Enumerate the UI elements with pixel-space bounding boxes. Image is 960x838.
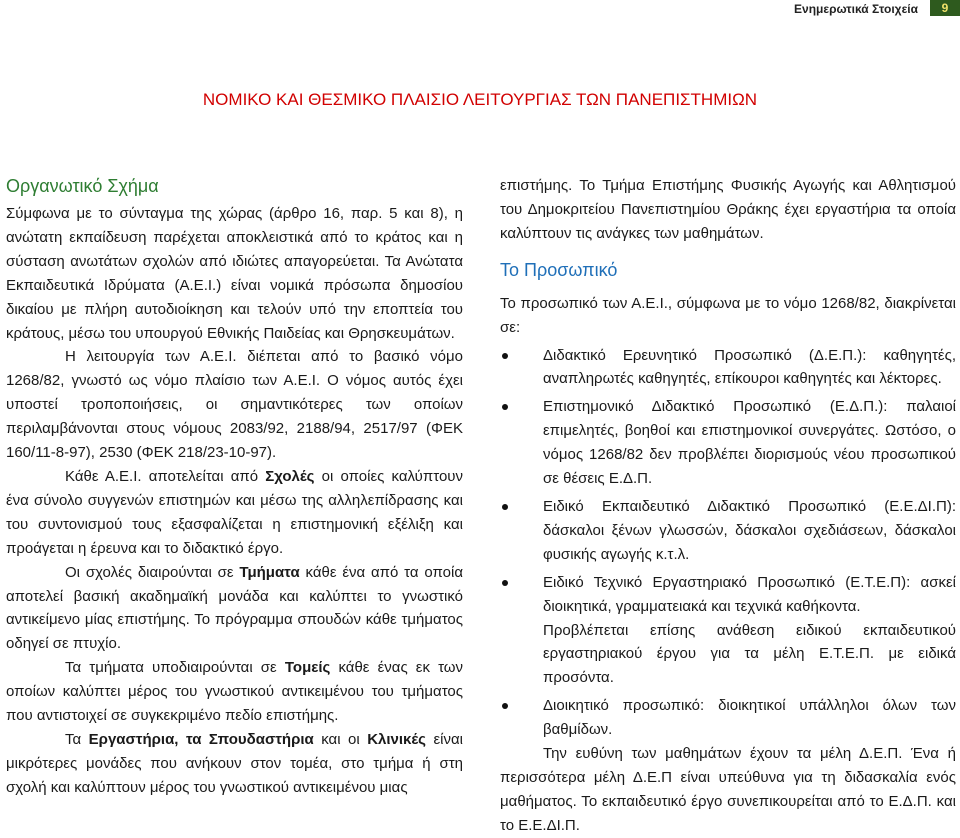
list-item: Ειδικό Τεχνικό Εργαστηριακό Προσωπικό (Ε.Τ.Ε.Π): ασκεί διοικητικά, γραμματειακά και τεχνικά καθήκοντα. Προβλέπεται επίσης ανάθεση ειδικού εκπαιδευτικού εργαστηριακού έργου για τα μέλη Ε.Τ.Ε.Π. με ειδικά προσόντα. [500, 571, 956, 691]
right-column [500, 174, 956, 838]
heading-organizational-scheme: Οργανωτικό Σχήμα [6, 176, 159, 196]
term-schools: Σχολές [265, 467, 315, 485]
term-clinics: Κλινικές [367, 730, 426, 748]
term-labs: Εργαστήρια, τα Σπουδαστήρια [88, 730, 314, 748]
list-item-note: Προβλέπεται επίσης ανάθεση ειδικού εκπαιδευτικού εργαστηριακού έργου για τα μέλη Ε.Τ.Ε.Π. με ειδικά προσόντα. [543, 621, 956, 687]
paragraph-schools: Κάθε Α.Ε.Ι. αποτελείται από Σχολές οι οποίες καλύπτουν ένα σύνολο συγγενών επιστημών και μέσω της αλληλεπίδρασης και του συντονισμού τους εξασφαλίζεται η επιστημονική εξέλιξη και προάγεται η έρευνα και το διδακτικό έργο. [6, 467, 463, 557]
bullet-icon [502, 703, 508, 709]
term-sections: Τομείς [284, 659, 331, 677]
heading-staff: Το Προσωπικό [500, 259, 618, 280]
paragraph-law: Η λειτουργία των Α.Ε.Ι. διέπεται από το βασικό νόμο 1268/82, γνωστό ως νόμο πλαίσιο των Α.Ε.Ι. Ο νόμος αυτός έχει υποστεί τροποποιήσεις, οι σημαντικότερες των οποίων περιλαμβάνονται στους νόμους 2083/92, 2188/94, 2517/97 (ΦΕΚ 160/11-8-97), 2530 (ΦΕΚ 218/23-10-97). [6, 348, 463, 462]
list-item: Διδακτικό Ερευνητικό Προσωπικό (Δ.Ε.Π.): καθηγητές, αναπληρωτές καθηγητές, επίκουροι καθηγητές και λέκτορες. [500, 344, 956, 392]
bullet-icon [502, 504, 508, 510]
page-number: 9 [930, 0, 960, 16]
page-header [794, 0, 960, 18]
paragraph-course-responsibility: Την ευθύνη των μαθημάτων έχουν τα μέλη Δ.Ε.Π. Ένα ή περισσότερα μέλη Δ.Ε.Π είναι υπεύθυνα για τη διδασκαλία ενός μαθήματος. Το εκπαιδευτικό έργο συνεπικουρείται από το Ε.Δ.Π. και το Ε.Ε.ΔΙ.Π. [500, 745, 956, 834]
paragraph-labs: Τα Εργαστήρια, τα Σπουδαστήρια και οι Κλινικές είναι μικρότερες μονάδες που ανήκουν στον τομέα, στο τμήμα ή στη σχολή και καλύπτουν μέρος του γνωστικού αντικειμένου μιας [6, 730, 463, 796]
header-section-title: Ενημερωτικά Στοιχεία [794, 2, 918, 16]
paragraph-staff-intro: Το προσωπικό των Α.Ε.Ι., σύμφωνα με το νόμο 1268/82, διακρίνεται σε: [500, 294, 956, 336]
bullet-icon [502, 580, 508, 586]
paragraph-departments: Οι σχολές διαιρούνται σε Τμήματα κάθε ένα από τα οποία αποτελεί βασική ακαδημαϊκή μονάδα και καλύπτει το γνωστικό αντικείμενο μίας επιστήμης. Το πρόγραμμα σπουδών κάθε τμήματος οδηγεί σε πτυχίο. [6, 563, 463, 653]
list-item: Ειδικό Εκπαιδευτικό Διδακτικό Προσωπικό (Ε.Ε.ΔΙ.Π): δάσκαλοι ξένων γλωσσών, δάσκαλοι σχεδιάσεων, δάσκαλοι φυσικής αγωγής κ.τ.λ. [500, 495, 956, 567]
paragraph-sections: Τα τμήματα υποδιαιρούνται σε Τομείς κάθε ένας εκ των οποίων καλύπτει μέρος του γνωστικού αντικειμένου του τμήματος που αντιστοιχεί σε συγκεκριμένο πεδίο επιστήμης. [6, 659, 464, 725]
left-column [6, 174, 463, 800]
paragraph-constitution: Σύμφωνα με το σύνταγμα της χώρας (άρθρο 16, παρ. 5 και 8), η ανώτατη εκπαίδευση παρέχεται αποκλειστικά από το κράτος και η σύσταση ανωτάτων σχολών από ιδιώτες απαγορεύεται. Τα Ανώτατα Εκπαιδευτικά Ιδρύματα (Α.Ε.Ι.) είναι νομικά πρόσωπα δημοσίου δικαίου με πλήρη αυτοδιοίκηση και τελούν υπό την εποπτεία του κράτους, μέσω του υπουργού Εθνικής Παιδείας και Θρησκευμάτων. [6, 205, 463, 342]
list-item: Επιστημονικό Διδακτικό Προσωπικό (Ε.Δ.Π.): παλαιοί επιμελητές, βοηθοί και επιστημονικοί συνεργάτες. Ωστόσο, ο νόμος 1268/82 δεν προβλέπει διορισμούς νέου προσωπικού σε θέσεις Ε.Δ.Π. [500, 395, 956, 491]
paragraph-continuation: επιστήμης. Το Τμήμα Επιστήμης Φυσικής Αγωγής και Αθλητισμού του Δημοκριτείου Πανεπιστημίου Θράκης έχει εργαστήρια τα οποία καλύπτουν τις ανάγκες των μαθημάτων. [500, 177, 956, 242]
term-departments: Τμήματα [239, 563, 300, 581]
bullet-icon [502, 353, 508, 359]
list-item: Διοικητικό προσωπικό: διοικητικοί υπάλληλοι όλων των βαθμίδων. [500, 694, 956, 742]
staff-list [500, 344, 956, 743]
bullet-icon [502, 404, 508, 410]
main-title: ΝΟΜΙΚΟ ΚΑΙ ΘΕΣΜΙΚΟ ΠΛΑΙΣΙΟ ΛΕΙΤΟΥΡΓΙΑΣ ΤΩΝ ΠΑΝΕΠΙΣΤΗΜΙΩΝ [202, 90, 758, 109]
